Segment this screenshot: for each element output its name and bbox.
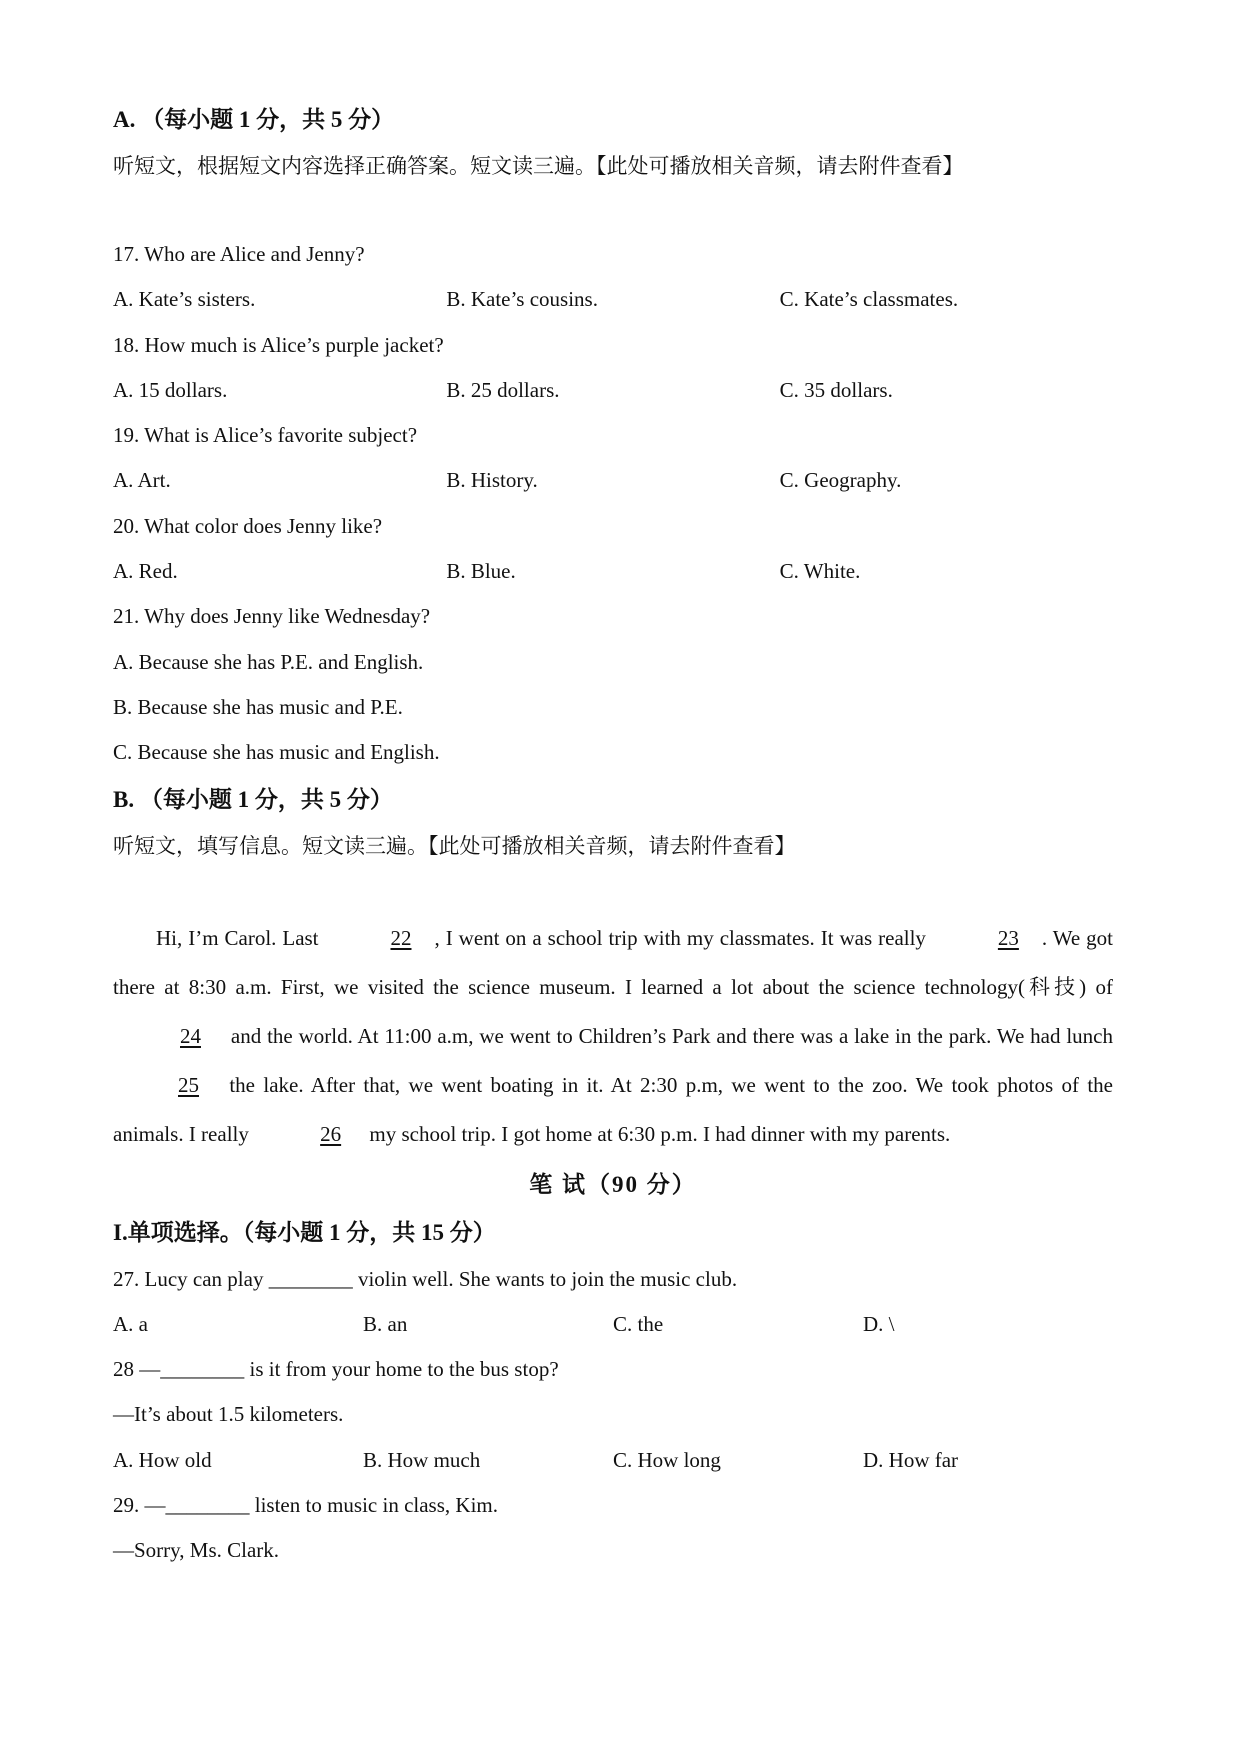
question-29-reply: —Sorry, Ms. Clark.	[113, 1538, 280, 1563]
spacer	[113, 868, 1113, 912]
option-c: C. the	[613, 1311, 664, 1336]
question-28-options	[113, 1438, 1113, 1483]
option-b: B. an	[363, 1311, 408, 1336]
passage-text: the lake. After that, we went boating in it. At 2:30 p.m, we went to the zoo. We took photos of the animals. I really	[113, 1072, 1113, 1146]
option-a: A. How old	[113, 1447, 212, 1472]
question-18-options	[113, 368, 1113, 413]
option-d: D. \	[863, 1311, 895, 1336]
question-17-stem: 17. Who are Alice and Jenny?	[113, 242, 365, 266]
option-c: C. Kate’s classmates.	[779, 287, 959, 312]
option-b: B. Because she has music and P.E.	[113, 694, 403, 719]
question-19-options	[113, 458, 1113, 503]
blank-26: 26	[320, 1121, 342, 1146]
exam-page	[113, 96, 1113, 1574]
question-20-stem: 20. What color does Jenny like?	[113, 513, 383, 538]
blank-25: 25	[178, 1072, 199, 1097]
option-c: C. How long	[613, 1447, 721, 1472]
option-b: B. History.	[446, 468, 538, 493]
option-a: A. 15 dollars.	[113, 377, 228, 402]
question-27-options	[113, 1302, 1113, 1347]
option-c: C. White.	[779, 559, 861, 584]
option-c: C. 35 dollars.	[779, 377, 893, 402]
passage	[113, 912, 1113, 1159]
passage-text: my school trip. I got home at 6:30 p.m. I had dinner with my parents.	[364, 1121, 951, 1146]
section-a-heading: A. （每小题 1 分，共 5 分）	[113, 107, 395, 132]
passage-paragraph	[113, 914, 1113, 1159]
option-a: A. Red.	[113, 559, 178, 584]
question-21-stem: 21. Why does Jenny like Wednesday?	[113, 604, 431, 629]
passage-text: and the world. At 11:00 a.m, we went to Children’s Park and there was a lake in the park. We had lunch	[225, 1023, 1113, 1048]
option-a: A. Because she has P.E. and English.	[113, 649, 424, 674]
blank-23: 23	[997, 925, 1019, 950]
part-1-heading: I.单项选择。（每小题 1 分，共 15 分）	[113, 1219, 496, 1245]
option-c: C. Because she has music and English.	[113, 740, 440, 765]
question-20-options	[113, 549, 1113, 594]
question-28-reply: —It’s about 1.5 kilometers.	[113, 1402, 344, 1427]
option-a: A. Art.	[113, 468, 171, 493]
passage-text: . We got there at 8:30 a.m. First, we visited the science museum. I learned a lot about the science technology(科技) of	[113, 925, 1113, 999]
option-c: C. Geography.	[779, 468, 902, 493]
option-b: B. Kate’s cousins.	[446, 287, 598, 312]
option-b: B. Blue.	[446, 559, 516, 584]
option-d: D. How far	[863, 1447, 959, 1472]
blank-24: 24	[180, 1023, 201, 1048]
section-a-instruction: 听短文，根据短文内容选择正确答案。短文读三遍。【此处可播放相关音频，请去附件查看】	[113, 154, 964, 178]
passage-text: , I went on a school trip with my classmates. It was really	[434, 925, 932, 950]
spacer	[113, 188, 1113, 232]
question-18-stem: 18. How much is Alice’s purple jacket?	[113, 332, 444, 357]
section-b-instruction: 听短文，填写信息。短文读三遍。【此处可播放相关音频，请去附件查看】	[113, 833, 796, 858]
option-b: B. 25 dollars.	[446, 377, 560, 402]
option-a: A. Kate’s sisters.	[113, 287, 256, 312]
question-27-stem: 27. Lucy can play ________ violin well. She wants to join the music club.	[113, 1266, 738, 1291]
blank-22: 22	[390, 925, 412, 950]
written-test-title: 笔 试（90 分）	[529, 1171, 697, 1197]
question-19-stem: 19. What is Alice’s favorite subject?	[113, 423, 418, 448]
question-28-stem: 28 —________ is it from your home to the bus stop?	[113, 1357, 559, 1382]
passage-text: Hi, I’m Carol. Last	[156, 925, 325, 950]
question-17-options	[113, 277, 1113, 322]
question-29-stem: 29. —________ listen to music in class, Kim.	[113, 1493, 498, 1518]
option-b: B. How much	[363, 1447, 481, 1472]
option-a: A. a	[113, 1311, 148, 1336]
section-b-heading: B. （每小题 1 分，共 5 分）	[113, 786, 393, 812]
